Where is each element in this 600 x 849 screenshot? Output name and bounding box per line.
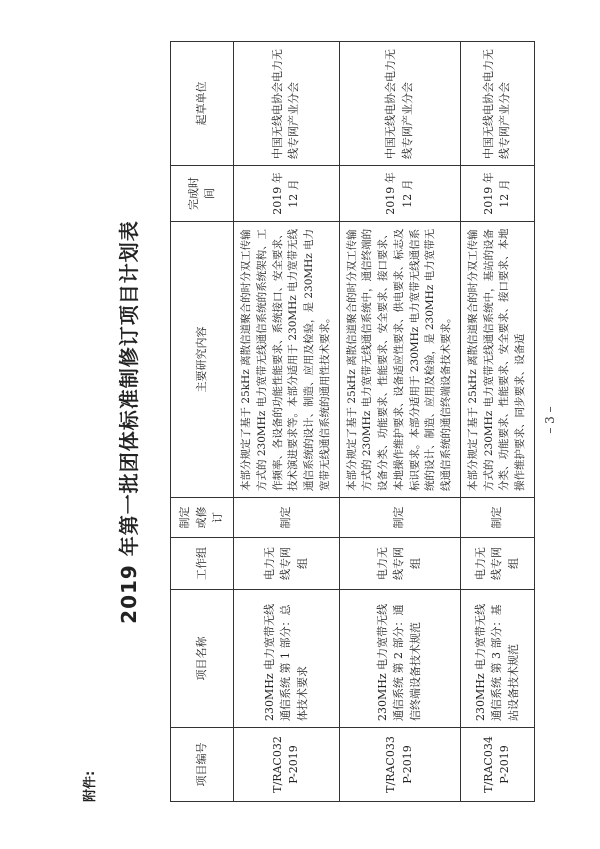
cell-group: 电力无线专网组 xyxy=(234,538,340,590)
cell-type: 制定 xyxy=(339,498,460,538)
header-content: 主要研究内容 xyxy=(171,222,234,498)
header-number: 项目编号 xyxy=(171,728,234,802)
cell-unit: 中国无线电协会电力无线专网产业分会 xyxy=(339,42,460,166)
attachment-label: 附件: xyxy=(83,770,98,802)
landscape-content xyxy=(78,42,528,802)
cell-name: 230MHz 电力宽带无线通信系统 第 2 部分：通信终端设备技术规范 xyxy=(339,590,460,728)
table-row xyxy=(339,42,460,802)
cell-content: 本部分规定了基于 25kHz 离散信道聚合的时分双工传输方式的 230MHz 电力宽带无线通信系统的系统架构、工作频率、各设备的功能性能要求、系统接口、安全要求、技术演进要求等。本部分适用于 230MHz 电力宽带无线通信系统的设计、制造、应用及检验，是 230MHz 电力宽带无线通信系统的通用性技术要求。 xyxy=(234,222,340,498)
cell-group: 电力无线专网组 xyxy=(460,538,534,590)
cell-content: 本部分规定了基于 25kHz 离散信道聚合的时分双工传输方式的 230MHz 电力宽带无线通信系统中，基站的设备分类、功能要求、性能要求、安全要求、接口要求、本地操作维护要求、同步要求、设备适 xyxy=(460,222,534,498)
header-group: 工作组 xyxy=(171,538,234,590)
table-row xyxy=(234,42,340,802)
cell-type: 制定 xyxy=(460,498,534,538)
header-name: 项目名称 xyxy=(171,590,234,728)
project-plan-table xyxy=(170,41,535,802)
cell-date: 2019 年 12 月 xyxy=(460,166,534,222)
cell-type: 制定 xyxy=(234,498,340,538)
cell-name: 230MHz 电力宽带无线通信系统 第 3 部分：基站设备技术规范 xyxy=(460,590,534,728)
cell-number: T/RAC033P-2019 xyxy=(339,728,460,802)
table-row xyxy=(460,42,534,802)
cell-group: 电力无线专网组 xyxy=(339,538,460,590)
header-unit: 起草单位 xyxy=(171,42,234,166)
cell-number: T/RAC034P-2019 xyxy=(460,728,534,802)
document-title: 2019 年第一批团体标准制修订项目计划表 xyxy=(117,220,141,624)
cell-number: T/RAC032P-2019 xyxy=(234,728,340,802)
cell-unit: 中国无线电协会电力无线专网产业分会 xyxy=(234,42,340,166)
rotated-page xyxy=(78,42,528,802)
cell-unit: 中国无线电协会电力无线专网产业分会 xyxy=(460,42,534,166)
cell-date: 2019 年 12 月 xyxy=(339,166,460,222)
table-header-row xyxy=(171,42,234,802)
cell-content: 本部分规定了基于 25kHz 离散信道聚合的时分双工传输方式的 230MHz 电力宽带无线通信系统中，通信终端的设备分类、功能要求、性能要求、安全要求、接口要求、本地操作维护要求、设备适应性要求、供电要求、标志及标识要求。本部分适用于 230MHz 电力宽带无线通信系统的设计、制造、应用及检验，是 230MHz 电力宽带无线通信系统的通信终端设备技术要求。 xyxy=(339,222,460,498)
header-date: 完成时间 xyxy=(171,166,234,222)
cell-date: 2019 年 12 月 xyxy=(234,166,340,222)
page-number: – 3 – xyxy=(543,406,557,434)
header-type: 制定或修订 xyxy=(171,498,234,538)
cell-name: 230MHz 电力宽带无线通信系统 第 1 部分：总体技术要求 xyxy=(234,590,340,728)
